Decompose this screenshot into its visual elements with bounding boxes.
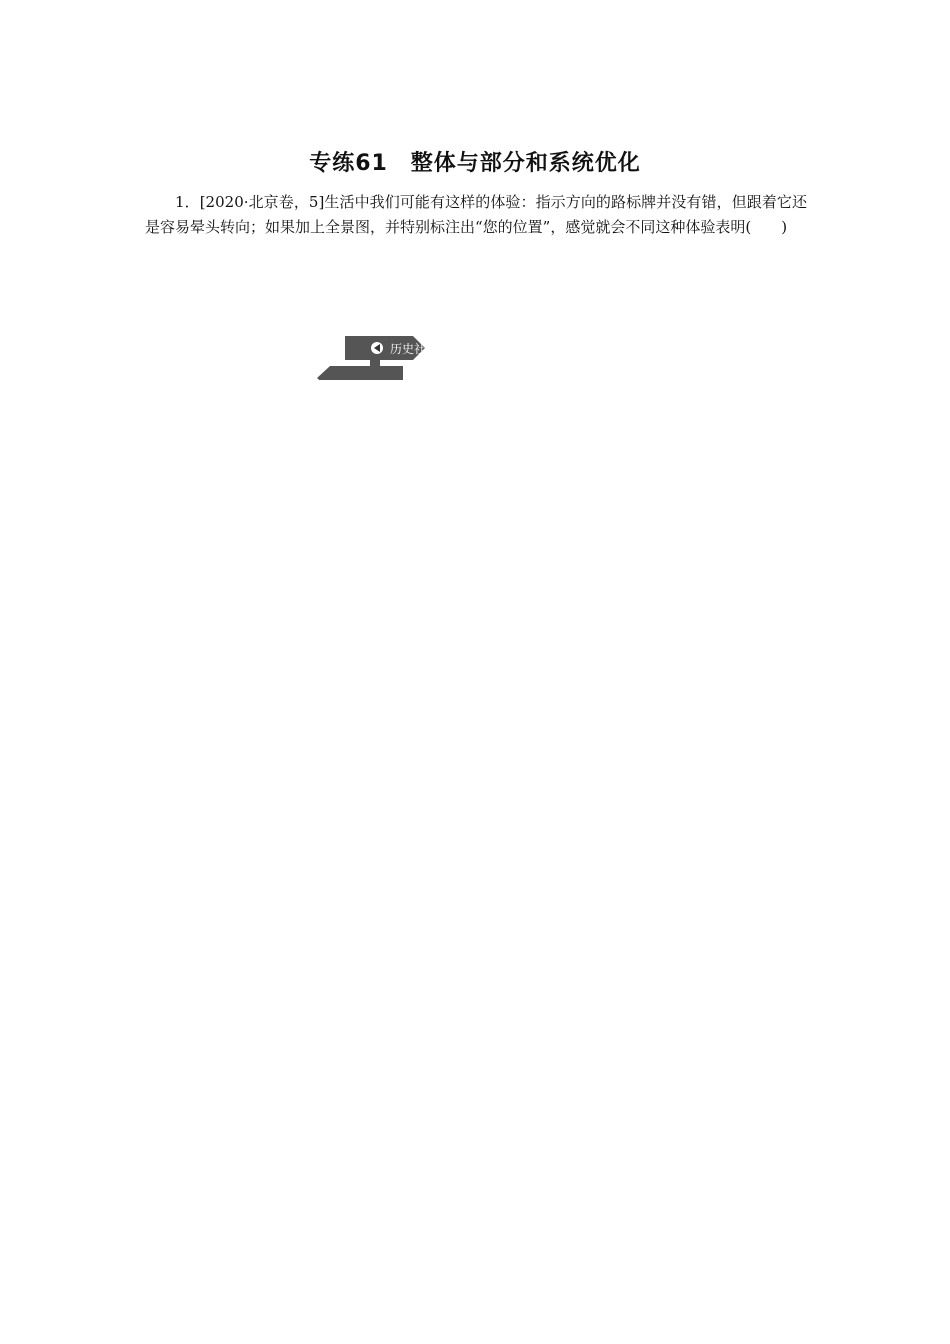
question-list: [145, 190, 807, 384]
signpost-and-map-illustration: [145, 242, 807, 380]
sign-2: [317, 366, 403, 380]
question-1-stem: 1．[2020·北京卷，5]生活中我们可能有这样的体验：指示方向的路标牌并没有错，但跟着它还是容易晕头转向；如果加上全景图，并特别标注出“您的位置”，感觉就会不同这种体验表明( ): [145, 193, 807, 236]
page-title: 专练61 整体与部分和系统优化: [309, 151, 641, 176]
sign-label-1: 历史社: [390, 342, 427, 356]
sign-1: [345, 336, 426, 360]
question-1-figure: [145, 242, 807, 380]
